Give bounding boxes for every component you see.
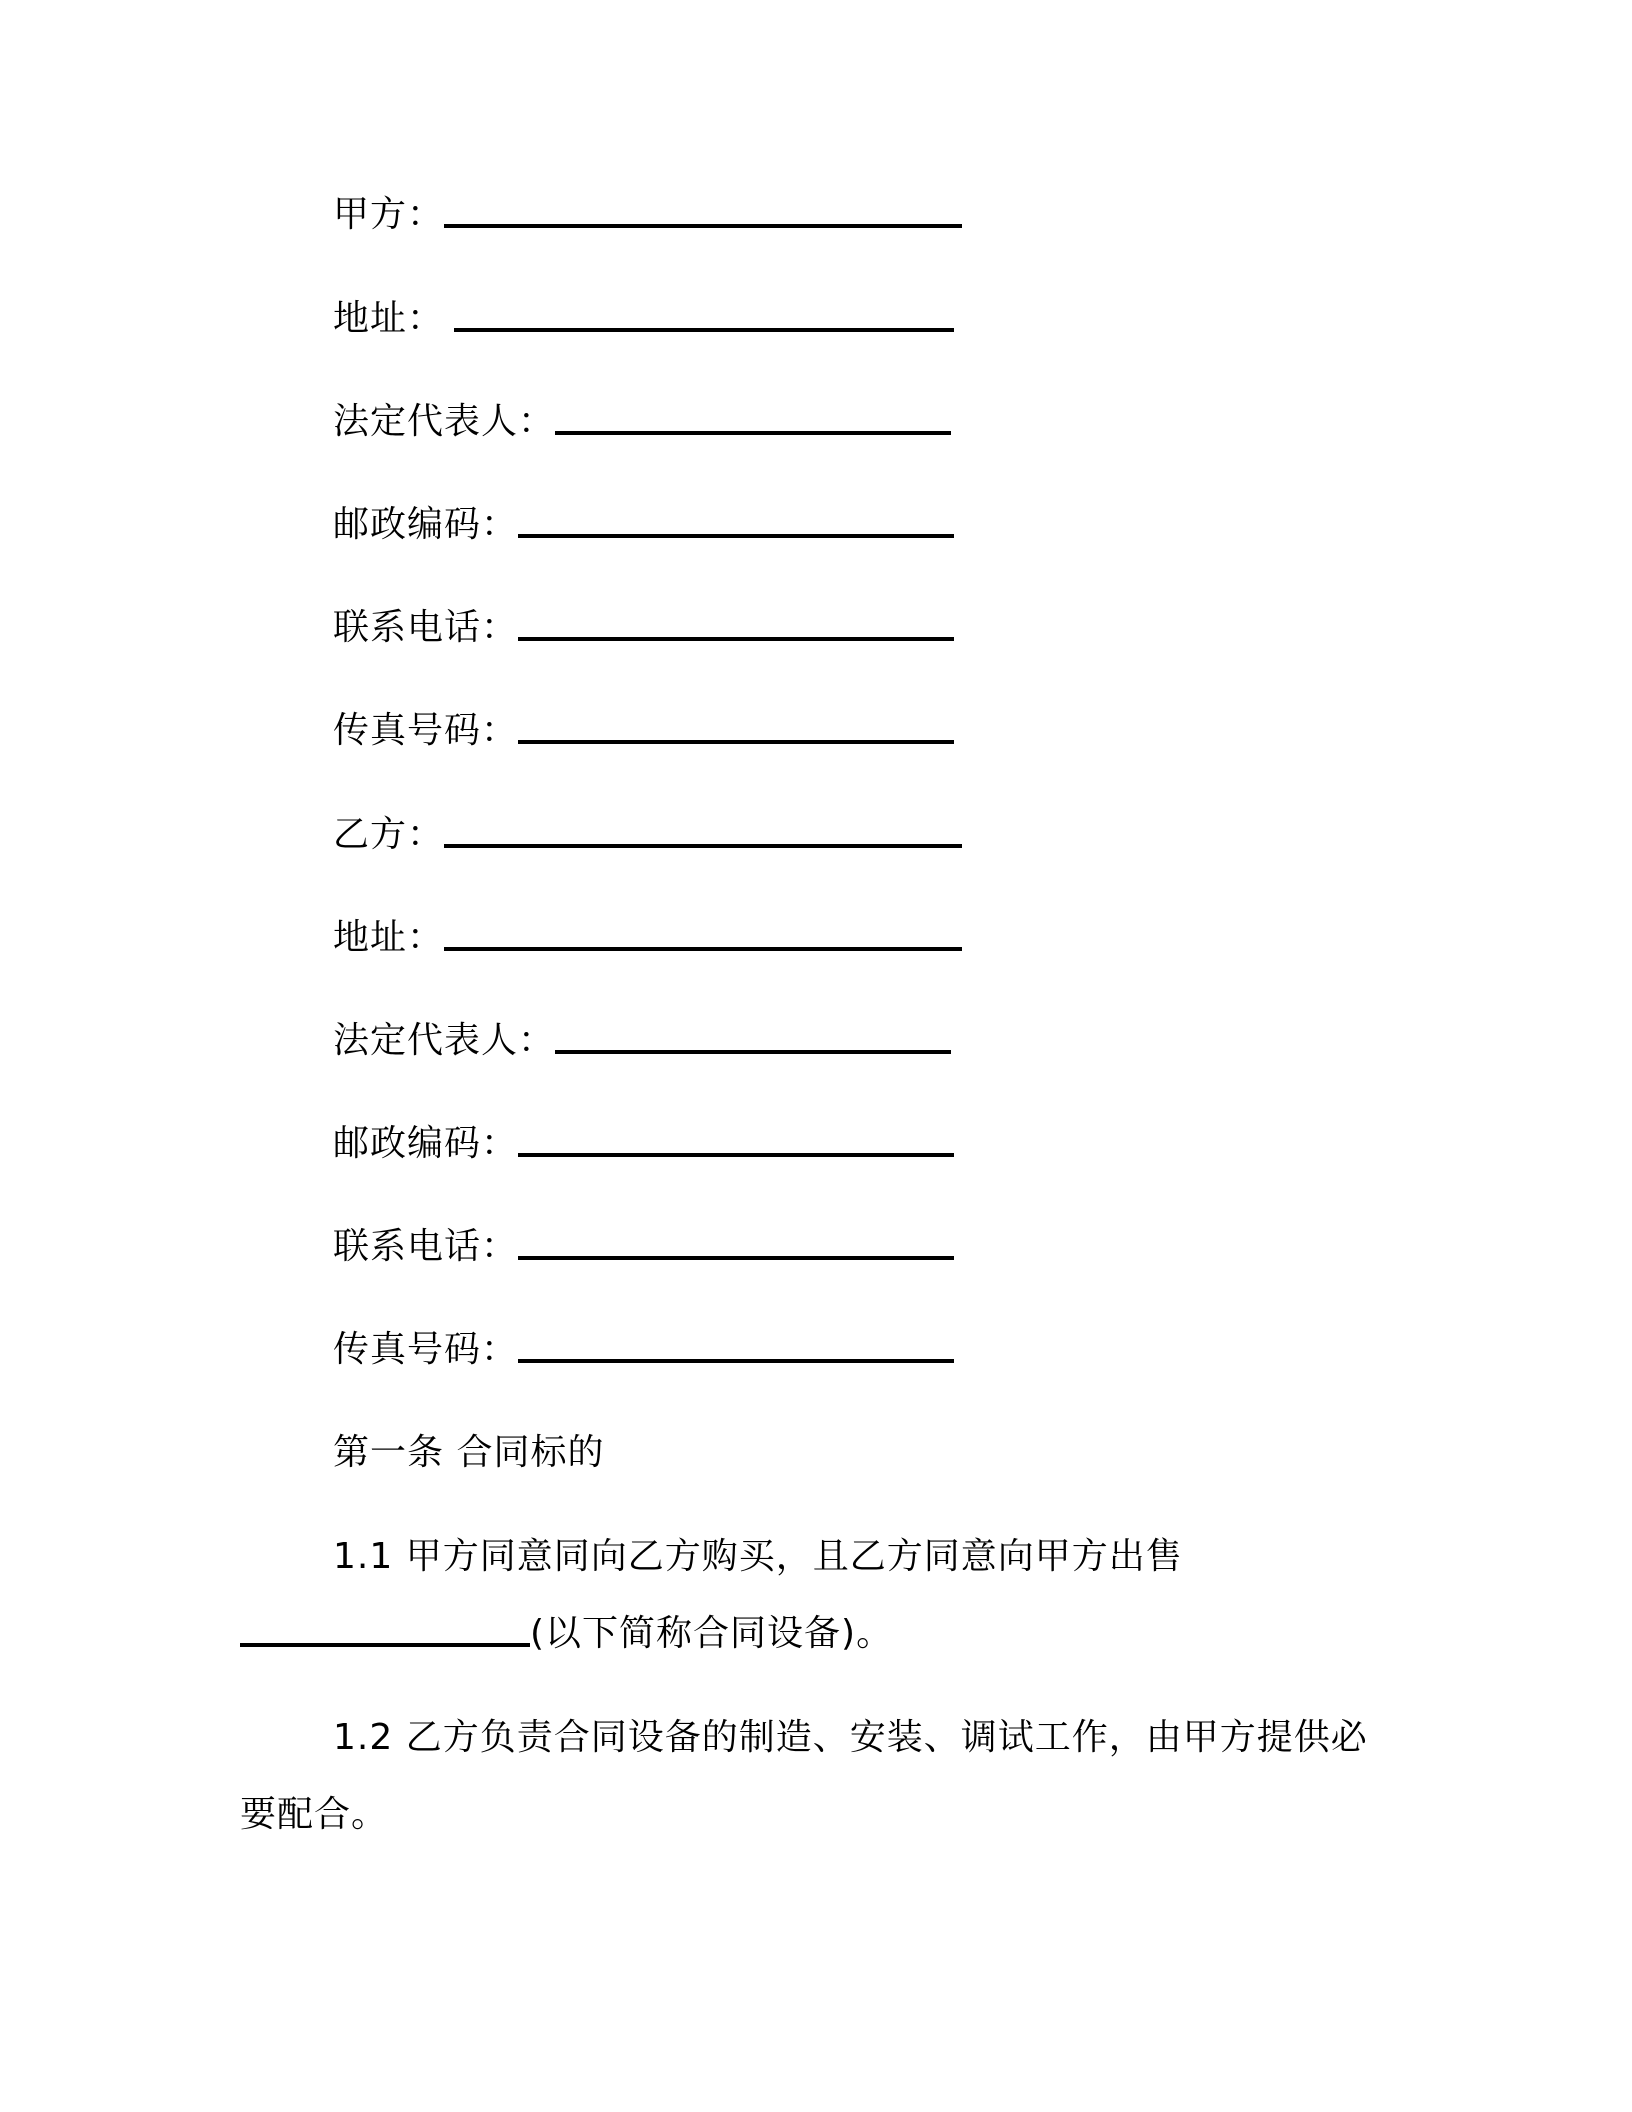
party-b-address-label: 地址： — [333, 917, 445, 958]
party-a-postal-code-field — [333, 500, 954, 550]
party-a-phone-blank — [518, 637, 954, 641]
equipment-name-blank — [240, 1643, 530, 1647]
party-b-fax-field — [333, 1325, 954, 1375]
party-a-phone-field — [333, 603, 954, 653]
party-b-phone-label: 联系电话： — [333, 1226, 519, 1267]
party-b-name-blank — [444, 844, 962, 848]
party-b-fax-label: 传真号码： — [333, 1329, 519, 1370]
party-a-fax-label: 传真号码： — [333, 710, 519, 751]
party-a-postal-code-label: 邮政编码： — [333, 504, 519, 545]
party-a-legal-rep-blank — [555, 431, 951, 435]
party-a-fax-field — [333, 706, 954, 756]
party-b-name-field — [333, 810, 962, 860]
party-b-address-field — [333, 913, 962, 963]
party-b-postal-code-blank — [518, 1153, 954, 1157]
party-b-fax-blank — [518, 1359, 954, 1363]
party-b-phone-field — [333, 1222, 954, 1272]
article-1-heading: 第一条 合同标的 — [333, 1432, 605, 1473]
party-b-postal-code-field — [333, 1119, 954, 1169]
party-a-phone-label: 联系电话： — [333, 607, 519, 648]
party-b-name-label: 乙方： — [333, 814, 445, 855]
party-b-postal-code-label: 邮政编码： — [333, 1123, 519, 1164]
party-a-name-field — [333, 190, 962, 240]
clause-1-2-line-2: 要配合。 — [240, 1794, 389, 1835]
clause-1-1-line-2-text: (以下简称合同设备)。 — [530, 1613, 894, 1654]
party-b-legal-rep-blank — [555, 1050, 951, 1054]
clause-1-1-line-2 — [240, 1609, 893, 1659]
party-a-legal-rep-label: 法定代表人： — [333, 401, 556, 442]
party-a-postal-code-blank — [518, 534, 954, 538]
party-a-name-blank — [444, 224, 962, 228]
party-a-legal-rep-field — [333, 397, 951, 447]
party-b-legal-rep-label: 法定代表人： — [333, 1020, 556, 1061]
party-a-address-field — [333, 294, 954, 344]
party-a-address-label: 地址： — [333, 298, 445, 339]
party-b-legal-rep-field — [333, 1016, 951, 1066]
party-b-phone-blank — [518, 1256, 954, 1260]
clause-1-2-line-1: 1.2 乙方负责合同设备的制造、安装、调试工作，由甲方提供必 — [333, 1717, 1368, 1758]
party-a-fax-blank — [518, 740, 954, 744]
clause-1-1-line-1: 1.1 甲方同意同向乙方购买，且乙方同意向甲方出售 — [333, 1536, 1183, 1577]
party-b-address-blank — [444, 947, 962, 951]
party-a-name-label: 甲方： — [333, 194, 445, 235]
party-a-address-blank — [454, 328, 954, 332]
